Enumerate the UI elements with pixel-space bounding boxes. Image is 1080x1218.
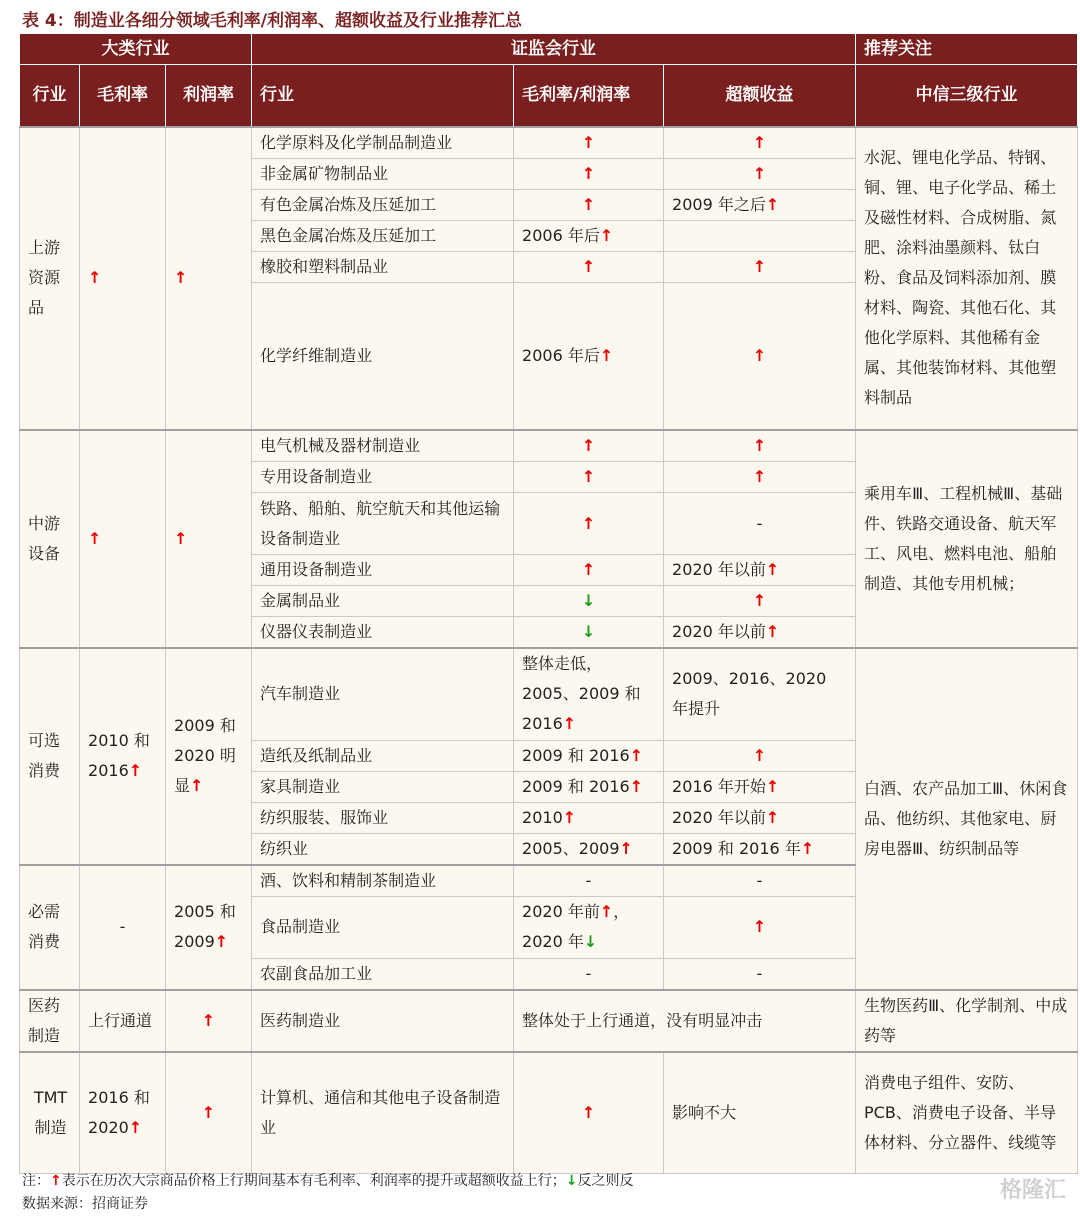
excess-return: 2009、2016、2020 年提升 [664,648,856,740]
up-arrow-icon: ↑ [765,776,780,796]
csrc-industry: 汽车制造业 [252,648,514,740]
up-arrow-icon: ↑ [581,1102,596,1122]
margin-trend: 2009 和 2016↑ [514,740,664,771]
excess-return [664,251,856,282]
up-arrow-icon: ↑ [629,745,644,765]
up-arrow-icon: ↑ [765,194,780,214]
excess-return [664,740,856,771]
margin-trend [514,430,664,462]
header-margin: 毛利率/利润率 [514,65,664,127]
excess-return: 2020 年以前↑ [664,555,856,586]
csrc-industry: 金属制品业 [252,586,514,617]
up-arrow-icon: ↑ [562,714,577,734]
csrc-industry: 有色金属冶炼及压延加工 [252,189,514,220]
margin-trend [514,158,664,189]
csrc-industry: 橡胶和塑料制品业 [252,251,514,282]
excess-return [664,282,856,430]
up-arrow-icon: ↑ [752,745,767,765]
sector-gross-margin [80,127,166,431]
up-arrow-icon: ↑ [581,163,596,183]
up-arrow-icon: ↑ [581,132,596,152]
excess-return: 影响不大 [664,1052,856,1174]
sector-name: TMT 制造 [20,1052,80,1174]
csrc-industry: 家具制造业 [252,771,514,802]
csrc-industry: 纺织服装、服饰业 [252,802,514,833]
up-arrow-icon: ↑ [88,529,102,548]
csrc-industry: 专用设备制造业 [252,462,514,493]
up-arrow-icon: ↑ [752,917,767,936]
excess-return: - [664,865,856,897]
summary-table [19,33,1078,1174]
sector-gross-margin: - [80,865,166,990]
margin-trend: 2005、2009↑ [514,833,664,865]
margin-trend: 2006 年后↑ [514,220,664,251]
table-title: 表 4：制造业各细分领域毛利率/利润率、超额收益及行业推荐汇总 [22,11,522,31]
up-arrow-icon: ↑ [581,467,596,486]
margin-trend [514,617,664,649]
up-arrow-icon: ↑ [174,529,188,548]
table-row [20,430,1078,462]
csrc-industry: 计算机、通信和其他电子设备制造业 [252,1052,514,1174]
csrc-industry: 化学原料及化学制品制造业 [252,127,514,159]
sector-profit-margin [166,127,252,431]
merged-assessment: 整体处于上行通道，没有明显冲击 [514,990,856,1052]
recommended-industries: 水泥、锂电化学品、特钢、铜、锂、电子化学品、稀土及磁性材料、合成树脂、氮肥、涂料油墨颜料、钛白粉、食品及饲料添加剂、膜材料、陶瓷、其他石化、其他化学原料、其他稀有金属、其他装饰材料、其他塑料制品 [856,127,1078,431]
recommended-industries: 乘用车Ⅲ、工程机械Ⅲ、基础件、铁路交通设备、航天军工、风电、燃料电池、船舶制造、其他专用机械； [856,430,1078,648]
sector-profit-margin [166,990,252,1052]
sector-name: 中游设备 [20,430,80,648]
down-arrow-icon: ↓ [581,591,596,610]
sector-name: 上游资源品 [20,127,80,431]
down-arrow-icon: ↓ [581,622,596,641]
margin-trend [514,189,664,220]
excess-return [664,462,856,493]
margin-trend: 2020 年前↑，2020 年↓ [514,896,664,958]
table-row [20,648,1078,740]
margin-trend [514,1052,664,1174]
csrc-industry: 仪器仪表制造业 [252,617,514,649]
margin-trend: 2006 年后↑ [514,282,664,430]
header-group-csrc: 证监会行业 [252,34,856,65]
sector-gross-margin: 上行通道 [80,990,166,1052]
up-arrow-icon: ↑ [599,225,614,245]
up-arrow-icon: ↑ [752,467,767,486]
up-arrow-icon: ↑ [581,256,596,276]
up-arrow-icon: ↑ [88,268,102,288]
sector-gross-margin [80,430,166,648]
up-arrow-icon: ↑ [562,807,577,827]
csrc-industry: 通用设备制造业 [252,555,514,586]
csrc-industry: 造纸及纸制品业 [252,740,514,771]
down-arrow-icon: ↓ [583,932,598,951]
up-arrow-icon: ↑ [752,163,767,183]
up-arrow-icon: ↑ [214,932,229,951]
up-arrow-icon: ↑ [581,560,596,579]
recommended-industries: 白酒、农产品加工Ⅲ、休闲食品、他纺织、其他家电、厨房电器Ⅲ、纺织制品等 [856,648,1078,990]
table-row [20,990,1078,1052]
excess-return [664,220,856,251]
footnote: 注：↑表示在历次大宗商品价格上行期间基本有毛利率、利润率的提升或超额收益上行；↓反之则反 [22,1173,634,1189]
sector-name: 必需消费 [20,865,80,990]
csrc-industry: 农副食品加工业 [252,958,514,990]
up-arrow-icon: ↑ [190,776,204,796]
excess-return: 2009 和 2016 年↑ [664,833,856,865]
up-arrow-icon: ↑ [581,194,596,214]
header-profit-margin: 利润率 [166,65,252,127]
excess-return [664,158,856,189]
up-arrow-icon: ↑ [599,902,614,921]
up-arrow-icon: ↑ [174,268,188,288]
header-csrc-industry: 行业 [252,65,514,127]
up-arrow-icon: ↑ [752,132,767,152]
header-group-recommend: 推荐关注 [856,34,1078,65]
up-arrow-icon: ↑ [800,838,815,858]
excess-return: 2020 年以前↑ [664,617,856,649]
up-arrow-icon: ↑ [128,1117,143,1137]
margin-trend [514,251,664,282]
header-citic-industry: 中信三级行业 [856,65,1078,127]
margin-trend [514,127,664,159]
up-arrow-icon: ↑ [752,345,767,365]
margin-trend: - [514,958,664,990]
up-arrow-icon: ↑ [765,807,780,827]
up-arrow-icon: ↑ [599,345,614,365]
up-arrow-icon: ↑ [765,622,780,641]
sector-profit-margin: 2005 和 2009↑ [166,865,252,990]
table-row [20,1052,1078,1174]
margin-trend [514,493,664,555]
sector-gross-margin: 2016 和 2020↑ [80,1052,166,1174]
source-note: 数据来源：招商证券 [22,1196,148,1212]
up-arrow-icon: ↑ [752,591,767,610]
margin-trend: 2009 和 2016↑ [514,771,664,802]
excess-return: - [664,493,856,555]
header-gross-margin: 毛利率 [80,65,166,127]
csrc-industry: 黑色金属冶炼及压延加工 [252,220,514,251]
sector-profit-margin: 2009 和 2020 明显↑ [166,648,252,865]
header-excess-return: 超额收益 [664,65,856,127]
csrc-industry: 纺织业 [252,833,514,865]
excess-return: - [664,958,856,990]
up-arrow-icon: ↑ [581,436,596,455]
up-arrow-icon: ↑ [201,1102,216,1122]
csrc-industry: 非金属矿物制品业 [252,158,514,189]
sector-name: 医药制造 [20,990,80,1052]
csrc-industry: 电气机械及器材制造业 [252,430,514,462]
margin-trend [514,555,664,586]
margin-trend [514,586,664,617]
margin-trend [514,462,664,493]
excess-return: 2009 年之后↑ [664,189,856,220]
table-row [20,127,1078,159]
up-arrow-icon: ↑ [752,256,767,276]
header-group-sector: 大类行业 [20,34,252,65]
excess-return [664,127,856,159]
up-arrow-icon: ↑ [629,776,644,796]
excess-return [664,896,856,958]
recommended-industries: 消费电子组件、安防、PCB、消费电子设备、半导体材料、分立器件、线缆等 [856,1052,1078,1174]
margin-trend: 整体走低，2005、2009 和 2016↑ [514,648,664,740]
margin-trend: - [514,865,664,897]
up-arrow-icon: ↑ [128,761,143,781]
sector-gross-margin: 2010 和 2016↑ [80,648,166,865]
watermark-logo: 格隆汇 [999,1178,1066,1203]
csrc-industry: 铁路、船舶、航空航天和其他运输设备制造业 [252,493,514,555]
sector-name: 可选消费 [20,648,80,865]
excess-return [664,586,856,617]
excess-return: 2016 年开始↑ [664,771,856,802]
sector-profit-margin [166,430,252,648]
up-arrow-icon: ↑ [201,1010,216,1030]
up-arrow-icon: ↑ [765,560,780,579]
header-industry: 行业 [20,65,80,127]
excess-return [664,430,856,462]
csrc-industry: 医药制造业 [252,990,514,1052]
up-arrow-icon: ↑ [752,436,767,455]
up-arrow-icon: ↑ [581,513,596,533]
margin-trend: 2010↑ [514,802,664,833]
csrc-industry: 酒、饮料和精制茶制造业 [252,865,514,897]
up-arrow-icon: ↑ [619,838,633,858]
excess-return: 2020 年以前↑ [664,802,856,833]
csrc-industry: 食品制造业 [252,896,514,958]
recommended-industries: 生物医药Ⅲ、化学制剂、中成药等 [856,990,1078,1052]
sector-profit-margin [166,1052,252,1174]
csrc-industry: 化学纤维制造业 [252,282,514,430]
